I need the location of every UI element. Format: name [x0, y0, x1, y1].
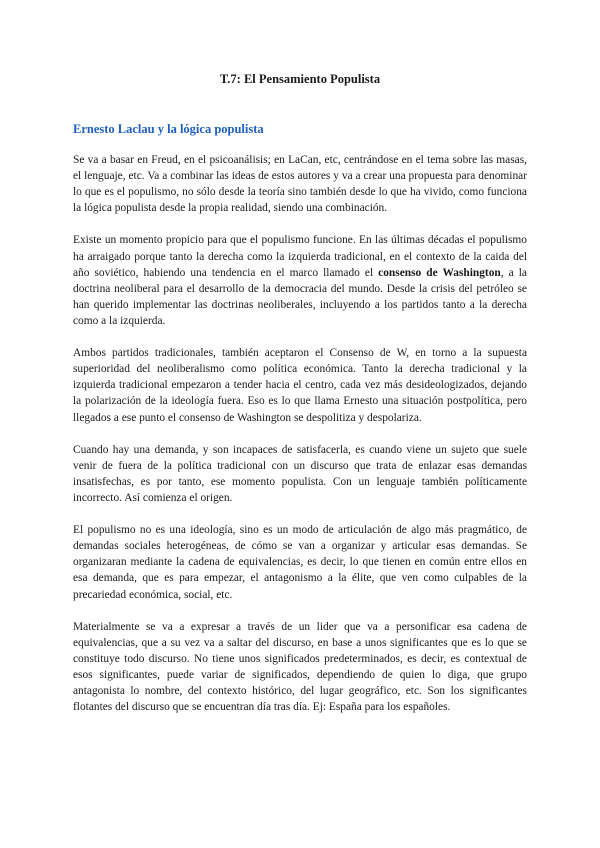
paragraph-4: Cuando hay una demanda, y son incapaces de satisfacerla, es cuando viene un sujeto que suele venir de fuera de la política tradicional con un discurso que trata de enlazar esas demandas insatisfechas, es por tanto, ese momento populista. Con un lenguaje también políticamente incorrecto. Así comienza el origen.	[73, 443, 527, 504]
paragraph-1: Se va a basar en Freud, en el psicoanálisis; en LaCan, etc, centrándose en el tema sobre las masas, el lenguaje, etc. Va a combinar las ideas de estos autores y va a crear una propuesta para denominar lo que es el populismo, no sólo desde la teoría sino también desde lo que ha vivido, como funciona la lógica populista desde la propia realidad, siendo una combinación.	[73, 154, 527, 215]
paragraph-2-text-start: Existe un momento propicio para que el populismo funcione. En las últimas décadas el populismo ha arraigado porque tanto la derecha como la izquierda tradicional, en el contexto de la caida del año soviético, habiendo una tendencia en el marco llamado el	[73, 234, 527, 279]
paragraph-2-bold-term: consenso de Washington	[378, 266, 501, 279]
paragraph-6: Materialmente se va a expresar a través de un lider que va a personificar esa cadena de equivalencias, que a su vez va a saltar del discurso, en base a unos significantes que es lo que se constituye todo discurso. No tiene unos significados predeterminados, es decir, es contextual de esos significantes, puede variar de significados, dependiendo de quien lo diga, que grupo antagonista lo nombre, del contexto histórico, del lugar geográfico, etc. Son los significantes flotantes del discurso que se encuentran día tras día. Ej: España para los españoles.	[73, 620, 527, 714]
paragraph-3: Ambos partidos tradicionales, también aceptaron el Consenso de W, en torno a la supuesta superioridad del neoliberalismo como política económica. Tanto la derecha tradicional y la izquierda tradicional empezaron a tender hacia el centro, cada vez más desideologizados, dejando la polarización de la ideología fuera. Eso es lo que llama Ernesto una situación postpolítica, pero llegados a ese punto el consenso de Washington se despolitiza y despolariza.	[73, 347, 527, 424]
paragraph-2	[73, 232, 527, 329]
paragraph-2-text-end: , a la doctrina neoliberal para el desarrollo de la democracia del mundo. Desde la crisis del petróleo se han querido implementar las doctrinas neoliberales, incluyendo a los partidos tanto a la derecha como a la izquierda.	[73, 266, 527, 327]
document-body	[73, 152, 527, 731]
paragraph-5: El populismo no es una ideología, sino es un modo de articulación de algo más pragmático, de demandas sociales heterogéneas, de cómo se van a organizar y articular esas demandas. Se organizaran mediante la cadena de equivalencias, es decir, lo que tienen en común entre ellos en esa demanda, que es para empezar, el antagonismo a la élite, que ven como culpables de la precariedad económica, social, etc.	[73, 524, 527, 601]
document-title: T.7: El Pensamiento Populista	[219, 72, 381, 86]
section-heading: Ernesto Laclau y la lógica populista	[73, 122, 264, 136]
